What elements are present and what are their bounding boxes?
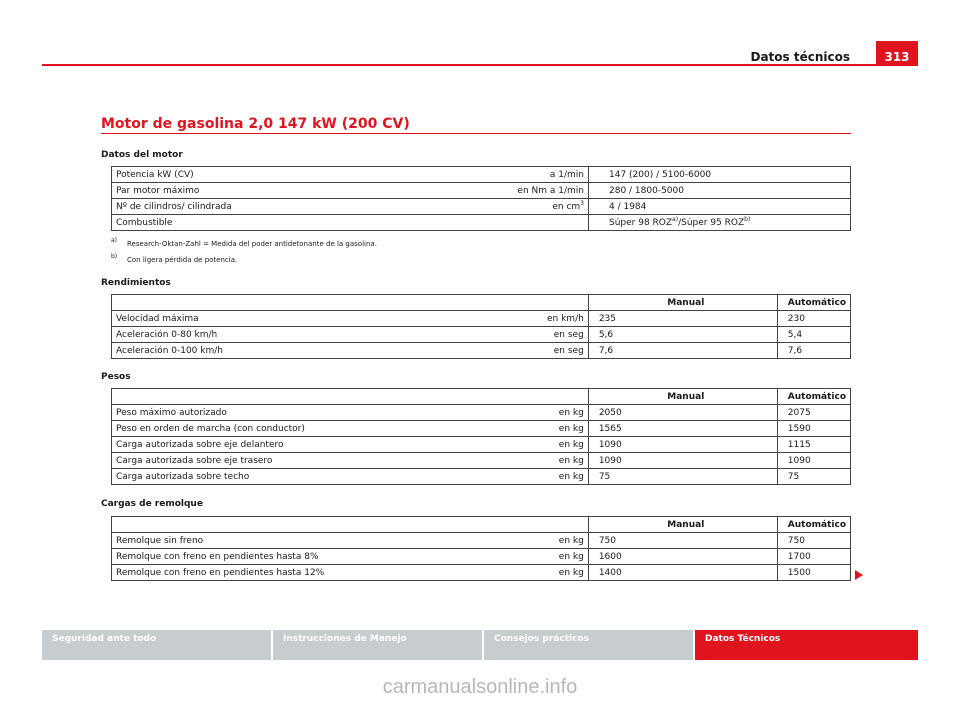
footnote-ref-b[interactable]: b) [744, 215, 751, 223]
header-manual: Manual [588, 389, 777, 405]
header-automatic: Automático [777, 517, 850, 533]
row-automatic: 230 [777, 311, 850, 327]
row-manual: 1600 [588, 549, 777, 565]
table-row [112, 453, 851, 469]
header-title: Datos técnicos [750, 50, 850, 64]
table-row [112, 183, 851, 199]
row-label: Aceleración 0-80 km/h [112, 327, 480, 343]
row-label: Velocidad máxima [112, 311, 480, 327]
row-label: Carga autorizada sobre eje trasero [112, 453, 480, 469]
row-unit: en kg [480, 405, 588, 421]
row-manual: 5,6 [588, 327, 777, 343]
header-blank [112, 517, 589, 533]
footnote-text: Con ligera pérdida de potencia. [127, 256, 238, 264]
row-automatic: 1500 [777, 565, 850, 581]
row-unit: en km/h [480, 311, 588, 327]
trailer-table [111, 516, 851, 581]
row-automatic: 7,6 [777, 343, 850, 359]
header-manual: Manual [588, 517, 777, 533]
row-value [589, 215, 851, 231]
fuel-alternative: /Súper 95 ROZ [678, 217, 745, 228]
row-label: Aceleración 0-100 km/h [112, 343, 480, 359]
row-automatic: 75 [777, 469, 850, 485]
row-manual: 2050 [588, 405, 777, 421]
row-value: 280 / 1800-5000 [589, 183, 851, 199]
header-blank [112, 295, 589, 311]
weights-heading: Pesos [101, 372, 131, 382]
trailer-heading: Cargas de remolque [101, 499, 203, 509]
table-row [112, 549, 851, 565]
table-row [112, 437, 851, 453]
row-manual: 1090 [588, 437, 777, 453]
row-automatic: 1115 [777, 437, 850, 453]
footnote-tag: b) [111, 253, 118, 260]
row-label: Remolque con freno en pendientes hasta 8% [112, 549, 480, 565]
header-manual: Manual [588, 295, 777, 311]
row-unit: en kg [480, 421, 588, 437]
row-manual: 1565 [588, 421, 777, 437]
row-label: Remolque sin freno [112, 533, 480, 549]
table-row [112, 405, 851, 421]
row-unit [480, 215, 589, 231]
performance-heading: Rendimientos [101, 278, 171, 288]
row-automatic: 2075 [777, 405, 850, 421]
row-manual: 750 [588, 533, 777, 549]
table-row [112, 311, 851, 327]
row-automatic: 750 [777, 533, 850, 549]
row-automatic: 1090 [777, 453, 850, 469]
footnote-ref-a[interactable]: a) [672, 215, 679, 223]
row-automatic: 5,4 [777, 327, 850, 343]
row-unit: en kg [480, 565, 588, 581]
section-title: Motor de gasolina 2,0 147 kW (200 CV) [101, 116, 410, 132]
nav-tab-seguridad[interactable]: Seguridad ante todo [42, 630, 271, 660]
page-number: 313 [876, 41, 918, 66]
row-automatic: 1700 [777, 549, 850, 565]
table-header-row [112, 389, 851, 405]
header-blank [112, 389, 589, 405]
row-unit: en kg [480, 453, 588, 469]
watermark: carmanualsonline.info [382, 676, 578, 698]
row-label: Par motor máximo [112, 183, 481, 199]
row-label: Potencia kW (CV) [112, 167, 481, 183]
row-unit: a 1/min [480, 167, 589, 183]
table-row [112, 469, 851, 485]
row-unit: en kg [480, 469, 588, 485]
row-value: 147 (200) / 5100-6000 [589, 167, 851, 183]
footnote-a [111, 237, 377, 248]
row-unit: en kg [480, 437, 588, 453]
row-manual: 7,6 [588, 343, 777, 359]
row-label: Carga autorizada sobre techo [112, 469, 480, 485]
row-label: Combustible [112, 215, 481, 231]
footnote-b [111, 253, 238, 264]
table-row [112, 167, 851, 183]
row-unit: en seg [480, 343, 588, 359]
row-automatic: 1590 [777, 421, 850, 437]
header-automatic: Automático [777, 389, 850, 405]
row-label: Peso máximo autorizado [112, 405, 480, 421]
table-row [112, 421, 851, 437]
nav-tab-datos-tecnicos[interactable]: Datos Técnicos [695, 630, 918, 660]
row-manual: 1090 [588, 453, 777, 469]
footnote-tag: a) [111, 237, 118, 244]
unit-superscript: 3 [580, 199, 584, 207]
engine-heading: Datos del motor [101, 150, 183, 160]
table-row [112, 565, 851, 581]
table-row [112, 533, 851, 549]
section-underline [101, 133, 851, 134]
header-automatic: Automático [777, 295, 850, 311]
nav-tab-consejos[interactable]: Consejos prácticos [484, 630, 693, 660]
engine-table [111, 166, 851, 231]
nav-tab-instrucciones[interactable]: Instrucciones de Manejo [273, 630, 482, 660]
table-header-row [112, 517, 851, 533]
row-unit: en Nm a 1/min [480, 183, 589, 199]
row-manual: 75 [588, 469, 777, 485]
row-unit: en kg [480, 533, 588, 549]
row-manual: 1400 [588, 565, 777, 581]
row-value: 4 / 1984 [589, 199, 851, 215]
row-label: Carga autorizada sobre eje delantero [112, 437, 480, 453]
row-label: Remolque con freno en pendientes hasta 12% [112, 565, 480, 581]
row-unit: en kg [480, 549, 588, 565]
weights-table [111, 388, 851, 485]
table-header-row [112, 295, 851, 311]
row-unit [480, 199, 589, 215]
row-unit: en seg [480, 327, 588, 343]
row-label: Peso en orden de marcha (con conductor) [112, 421, 480, 437]
performance-table [111, 294, 851, 359]
table-row [112, 215, 851, 231]
table-row [112, 343, 851, 359]
fuel-primary: Súper 98 ROZ [609, 217, 673, 228]
table-row [112, 199, 851, 215]
row-manual: 235 [588, 311, 777, 327]
header-rule [42, 64, 918, 66]
footnote-text: Research-Oktan-Zahl = Medida del poder antidetonante de la gasolina. [127, 240, 377, 248]
table-row [112, 327, 851, 343]
unit-text: en cm [552, 201, 581, 212]
continue-arrow-icon[interactable] [855, 570, 863, 580]
row-label: Nº de cilindros/ cilindrada [112, 199, 481, 215]
